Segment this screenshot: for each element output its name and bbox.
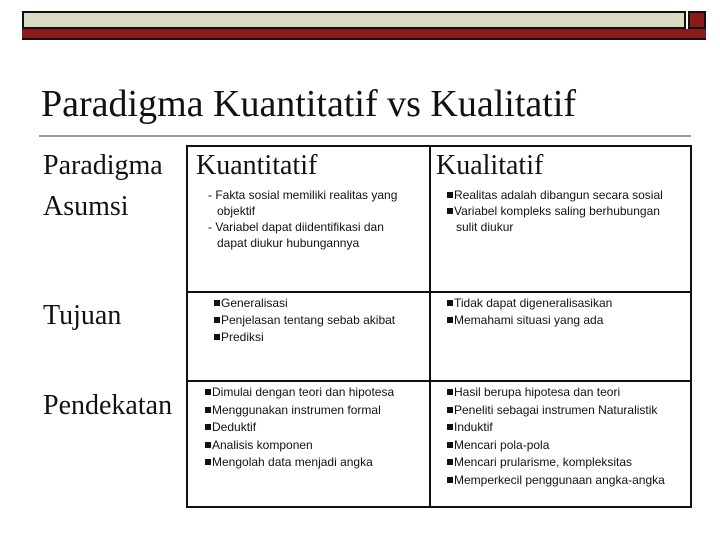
list-item: Peneliti sebagai instrumen Naturalistik bbox=[447, 402, 687, 420]
bullet-icon bbox=[447, 208, 453, 214]
top-decoration-bar bbox=[22, 11, 686, 29]
asumsi-kualitatif-cell bbox=[447, 187, 687, 235]
row-divider bbox=[186, 291, 692, 293]
column-divider bbox=[186, 145, 188, 508]
bullet-icon bbox=[214, 300, 220, 306]
bullet-icon bbox=[205, 389, 211, 395]
asumsi-kuantitatif-line: - Variabel dapat diidentifikasi dan bbox=[208, 220, 384, 234]
list-item: Dimulai dengan teori dan hipotesa bbox=[205, 384, 427, 402]
bullet-icon bbox=[447, 459, 453, 465]
bullet-icon bbox=[447, 300, 453, 306]
list-item: Memahami situasi yang ada bbox=[447, 312, 687, 329]
bullet-icon bbox=[447, 192, 453, 198]
table-bottom-border bbox=[186, 506, 692, 508]
header-paradigma: Paradigma bbox=[43, 150, 163, 181]
asumsi-kuantitatif-line: dapat diukur hubungannya bbox=[217, 236, 360, 250]
top-decoration-square bbox=[688, 11, 706, 29]
bullet-icon bbox=[447, 389, 453, 395]
bullet-icon bbox=[447, 317, 453, 323]
title-divider bbox=[39, 135, 691, 137]
row-divider bbox=[186, 380, 692, 382]
bullet-icon bbox=[205, 407, 211, 413]
list-item: Induktif bbox=[447, 419, 687, 437]
list-item: Hasil berupa hipotesa dan teori bbox=[447, 384, 687, 402]
bullet-icon bbox=[205, 459, 211, 465]
row-label-asumsi: Asumsi bbox=[43, 191, 129, 222]
row-label-tujuan: Tujuan bbox=[43, 300, 122, 331]
bullet-icon bbox=[214, 317, 220, 323]
list-item: Tidak dapat digeneralisasikan bbox=[447, 295, 687, 312]
table-top-border bbox=[186, 145, 692, 147]
list-item: Memperkecil penggunaan angka-angka bbox=[447, 472, 687, 490]
tujuan-kuantitatif-cell bbox=[214, 295, 426, 346]
list-item: Generalisasi bbox=[214, 295, 426, 312]
asumsi-kuantitatif-cell bbox=[208, 187, 428, 251]
row-label-pendekatan: Pendekatan bbox=[43, 390, 173, 421]
list-item: Mengolah data menjadi angka bbox=[205, 454, 427, 472]
column-divider bbox=[429, 145, 431, 508]
bullet-icon bbox=[205, 442, 211, 448]
pendekatan-kualitatif-cell bbox=[447, 384, 687, 489]
header-kuantitatif: Kuantitatif bbox=[196, 150, 318, 181]
bullet-icon bbox=[447, 407, 453, 413]
list-item: Menggunakan instrumen formal bbox=[205, 402, 427, 420]
list-item: Mencari pola-pola bbox=[447, 437, 687, 455]
table-right-border bbox=[690, 145, 692, 508]
asumsi-kuantitatif-line: - Fakta sosial memiliki realitas yang bbox=[208, 188, 398, 202]
list-item-continuation: sulit diukur bbox=[456, 220, 514, 234]
bullet-icon bbox=[447, 424, 453, 430]
list-item: Prediksi bbox=[214, 329, 426, 346]
top-decoration-stripe bbox=[22, 29, 706, 40]
slide-title: Paradigma Kuantitatif vs Kualitatif bbox=[41, 83, 577, 125]
list-item: Variabel kompleks saling berhubungan bbox=[447, 203, 687, 219]
list-item: Realitas adalah dibangun secara sosial bbox=[447, 187, 687, 203]
bullet-icon bbox=[214, 334, 220, 340]
bullet-icon bbox=[205, 424, 211, 430]
tujuan-kualitatif-cell bbox=[447, 295, 687, 329]
bullet-icon bbox=[447, 442, 453, 448]
bullet-icon bbox=[447, 477, 453, 483]
pendekatan-kuantitatif-cell bbox=[205, 384, 427, 472]
header-kualitatif: Kualitatif bbox=[436, 150, 544, 181]
asumsi-kuantitatif-line: objektif bbox=[217, 204, 256, 218]
list-item: Analisis komponen bbox=[205, 437, 427, 455]
list-item: Deduktif bbox=[205, 419, 427, 437]
list-item: Mencari prularisme, kompleksitas bbox=[447, 454, 687, 472]
list-item: Penjelasan tentang sebab akibat bbox=[214, 312, 426, 329]
